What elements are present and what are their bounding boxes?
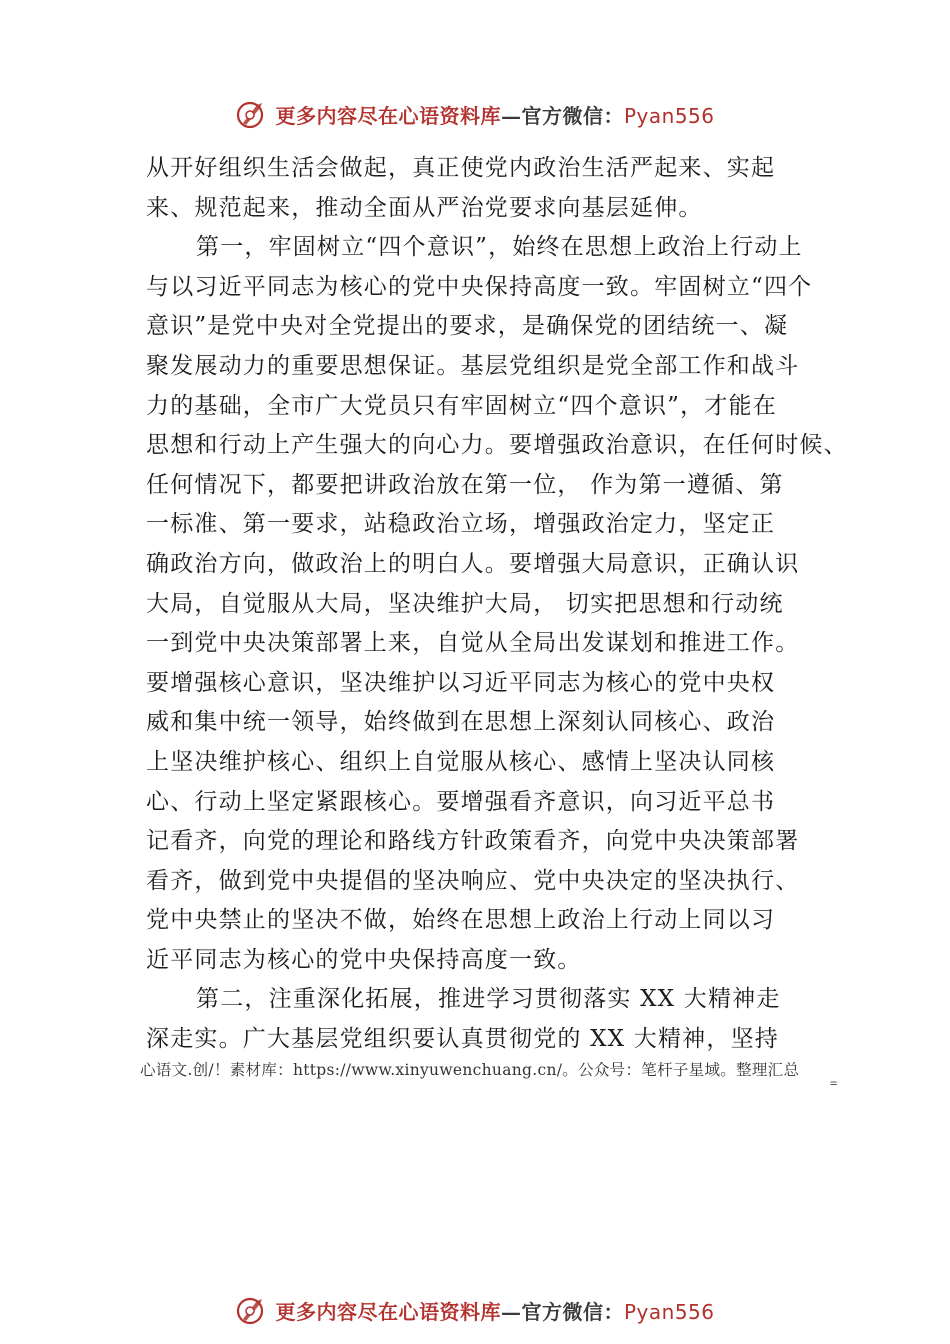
banner-wechat-id: Pyan556 xyxy=(623,103,715,128)
text-line: 意识”是党中央对全党提出的要求，是确保党的团结统一、凝 xyxy=(146,313,789,340)
banner-title: 更多内容尽在心语资料库 xyxy=(275,1299,501,1324)
pen-circle-logo-icon xyxy=(235,1293,269,1327)
text-line: 深走实。广大基层党组织要认真贯彻党的 XX 大精神，坚持 xyxy=(146,1026,779,1053)
pen-circle-logo-icon xyxy=(235,97,269,131)
text-line: 看齐，做到党中央提倡的坚决响应、党中央决定的坚决执行、 xyxy=(146,867,800,894)
banner-wechat-label: 官方微信： xyxy=(521,103,624,128)
text-line: 聚发展动力的重要思想保证。基层党组织是党全部工作和战斗 xyxy=(146,352,800,379)
text-line: 记看齐，向党的理论和路线方针政策看齐，向党中央决策部署 xyxy=(146,828,800,855)
text-line: 确政治方向，做政治上的明白人。要增强大局意识，正确认识 xyxy=(146,550,800,577)
text-line: 要增强核心意识，坚决维护以习近平同志为核心的党中央权 xyxy=(146,669,776,696)
text-line: 心、行动上坚定紧跟核心。要增强看齐意识，向习近平总书 xyxy=(146,788,776,815)
text-line: 力的基础，全市广大党员只有牢固树立“四个意识”，才能在 xyxy=(146,392,777,419)
text-line: 第一，牢固树立“四个意识”，始终在思想上政治上行动上 xyxy=(196,234,803,261)
text-line: 第二，注重深化拓展，推进学习贯彻落实 XX 大精神走 xyxy=(196,986,781,1013)
banner-wechat-label: 官方微信： xyxy=(521,1299,624,1324)
footer-banner xyxy=(0,1290,950,1330)
banner-text xyxy=(275,100,714,129)
text-line: 与以习近平同志为核心的党中央保持高度一致。牢固树立“四个 xyxy=(146,273,813,300)
text-line: 思想和行动上产生强大的向心力。要增强政治意识，在任何时候、 xyxy=(146,432,848,459)
banner-separator: — xyxy=(500,103,522,128)
text-line: 来、规范起来，推动全面从严治党要求向基层延伸。 xyxy=(146,194,703,221)
text-line: 大局，自觉服从大局，坚决维护大局， 切实把思想和行动统 xyxy=(146,590,784,617)
footer-mark: = xyxy=(830,1076,838,1090)
text-line: 任何情况下，都要把讲政治放在第一位， 作为第一遵循、第 xyxy=(146,471,784,498)
banner-wechat-id: Pyan556 xyxy=(623,1299,715,1324)
text-line: 威和集中统一领导，始终做到在思想上深刻认同核心、政治 xyxy=(146,709,776,736)
text-line: 一标准、第一要求，站稳政治立场，增强政治定力，坚定正 xyxy=(146,511,776,538)
banner-separator: — xyxy=(500,1299,522,1324)
banner-text xyxy=(275,1296,714,1325)
banner-title: 更多内容尽在心语资料库 xyxy=(275,103,501,128)
header-banner xyxy=(0,94,950,134)
text-line: 一到党中央决策部署上来，自觉从全局出发谋划和推进工作。 xyxy=(146,630,800,657)
text-line: 近平同志为核心的党中央保持高度一致。 xyxy=(146,946,582,973)
text-line: 从开好组织生活会做起，真正使党内政治生活严起来、实起 xyxy=(146,155,776,181)
text-line: 上坚决维护核心、组织上自觉服从核心、感情上坚决认同核 xyxy=(146,748,776,775)
footer-note: 心语文.创/！素材库：https://www.xinyuwenchuang.cn/。公众号：笔杆子星域。整理汇总 xyxy=(140,1061,800,1079)
document-body xyxy=(146,149,846,1060)
text-line: 党中央禁止的坚决不做，始终在思想上政治上行动上同以习 xyxy=(146,907,776,934)
